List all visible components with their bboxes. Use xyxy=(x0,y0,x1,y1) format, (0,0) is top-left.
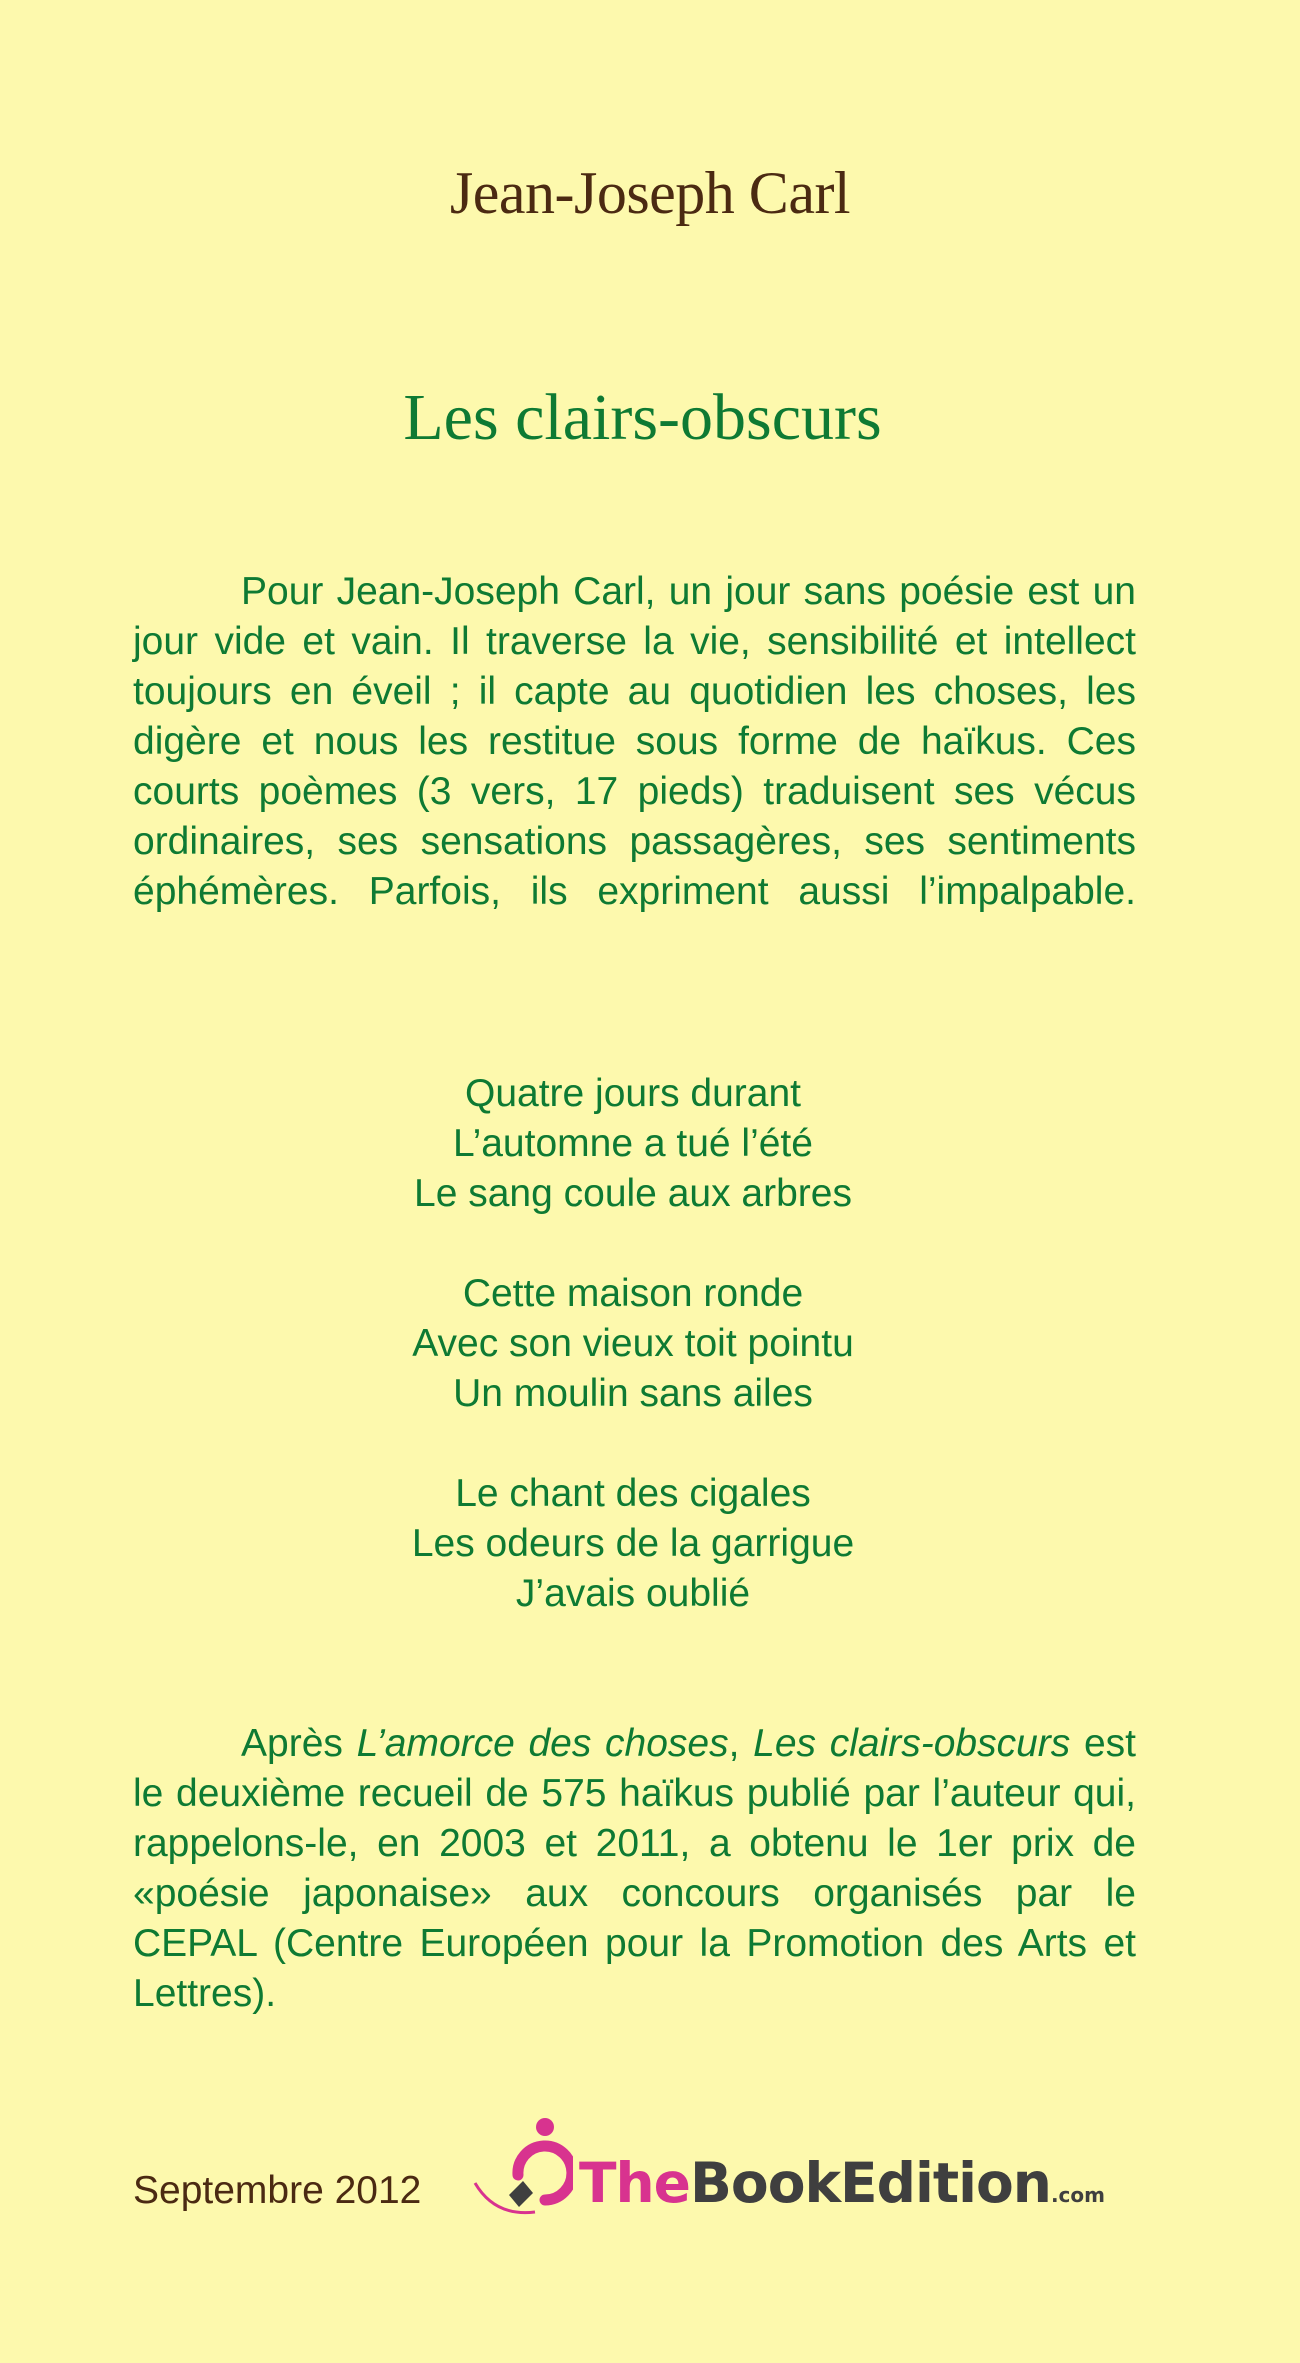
haiku-line: Un moulin sans ailes xyxy=(453,1372,813,1415)
closing-body: est le deuxième recueil de 575 haïkus publié par l’auteur qui, rappelons-le, en 2003 et 2011, a obtenu le 1er prix de «poésie japonaise» aux concours organisés par le CEPAL (Centre Européen pour la Promotion des Arts et Lettres). xyxy=(133,1722,1136,2015)
haiku-line: Le chant des cigales xyxy=(455,1472,811,1515)
wordmark-com: .com xyxy=(1050,2183,1105,2207)
book-title-previous: L’amorce des choses xyxy=(356,1722,729,1765)
publisher-wordmark xyxy=(579,2153,1105,2225)
intro-paragraph: Pour Jean-Joseph Carl, un jour sans poésie est un jour vide et vain. Il traverse la vie, sensibilité et intellect toujours en éveil ; il capte au quotidien les choses, les digère et nous les restitue sous forme de haïkus. Ces courts poèmes (3 vers, 17 pieds) traduisent ses vécus ordinaires, ses sensations passagères, ses sentiments éphémères. Parfois, ils expriment aussi l’impalpable. xyxy=(133,570,1136,913)
haiku-line: Quatre jours durant xyxy=(464,1072,801,1115)
haiku-line: J’avais oublié xyxy=(515,1572,751,1615)
haiku-line: L’automne a tué l’été xyxy=(453,1122,813,1165)
publisher-logo-icon xyxy=(473,2115,573,2225)
author-name: Jean-Joseph Carl xyxy=(449,160,851,226)
book-title: Les clairs-obscurs xyxy=(403,381,882,454)
closing-prefix: Après xyxy=(241,1722,357,1765)
haiku-line: Le sang coule aux arbres xyxy=(414,1172,852,1215)
closing-separator: , xyxy=(728,1722,754,1765)
haiku-line: Cette maison ronde xyxy=(462,1272,804,1315)
haiku-line: Les odeurs de la garrigue xyxy=(411,1522,855,1565)
haiku-1 xyxy=(0,1069,1266,1219)
haiku-3 xyxy=(0,1469,1266,1619)
haiku-2 xyxy=(0,1269,1266,1419)
thebookedition-logo xyxy=(473,2115,1113,2225)
haiku-line: Avec son vieux toit pointu xyxy=(412,1322,854,1365)
wordmark-bookedition: BookEdition xyxy=(689,2151,1051,2215)
closing-paragraph xyxy=(133,1719,1136,2019)
publication-date: Septembre 2012 xyxy=(133,2169,422,2212)
wordmark-the: The xyxy=(579,2151,690,2215)
haiku-list xyxy=(0,1069,1266,1669)
book-title-current: Les clairs-obscurs xyxy=(753,1722,1071,1765)
